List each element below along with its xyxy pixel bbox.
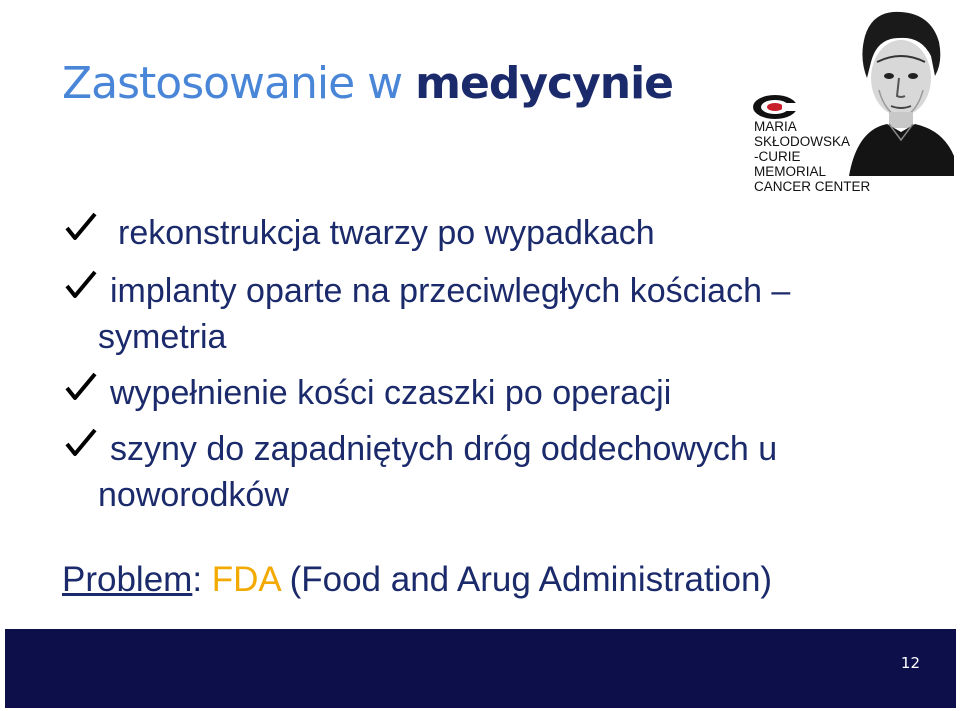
bullet-continuation: noworodków <box>98 476 289 514</box>
problem-rest: (Food and Arug Administration) <box>279 560 773 599</box>
logo-c-icon <box>752 94 798 120</box>
checkmark-icon <box>64 210 98 244</box>
logo-line: CANCER CENTER <box>754 179 871 194</box>
bullet-item <box>64 426 924 518</box>
logo-text <box>754 119 870 194</box>
logo-line: MEMORIAL <box>754 164 827 179</box>
bullet-item <box>64 268 924 360</box>
bullet-item <box>64 370 924 416</box>
fda-text: FDA <box>211 560 280 599</box>
problem-label: Problem <box>62 560 193 599</box>
problem-line <box>62 560 772 600</box>
checkmark-icon <box>64 268 98 302</box>
logo-line: -CURIE <box>754 149 801 164</box>
bullet-text: wypełnienie kości czaszki po operacji <box>110 374 672 412</box>
title-part-1: Zastosowanie w <box>62 58 416 109</box>
logo-line: SKŁODOWSKA <box>754 134 851 149</box>
bullet-text: szyny do zapadniętych dróg oddechowych u <box>110 430 778 468</box>
footer-bar <box>5 629 956 708</box>
checkmark-icon <box>64 370 98 404</box>
bullet-continuation: symetria <box>98 318 227 356</box>
bullet-item <box>64 210 924 256</box>
page-number: 12 <box>900 654 920 672</box>
bullet-text: implanty oparte na przeciwległych kościach – <box>110 272 791 310</box>
problem-separator: : <box>192 560 212 599</box>
bullet-text: rekonstrukcja twarzy po wypadkach <box>118 214 655 252</box>
cancer-center-logo <box>748 6 954 192</box>
logo-line: MARIA <box>754 119 797 134</box>
checkmark-icon <box>64 426 98 460</box>
bullet-list <box>64 210 924 518</box>
slide-title <box>62 58 673 109</box>
title-part-2: medycynie <box>415 58 674 109</box>
